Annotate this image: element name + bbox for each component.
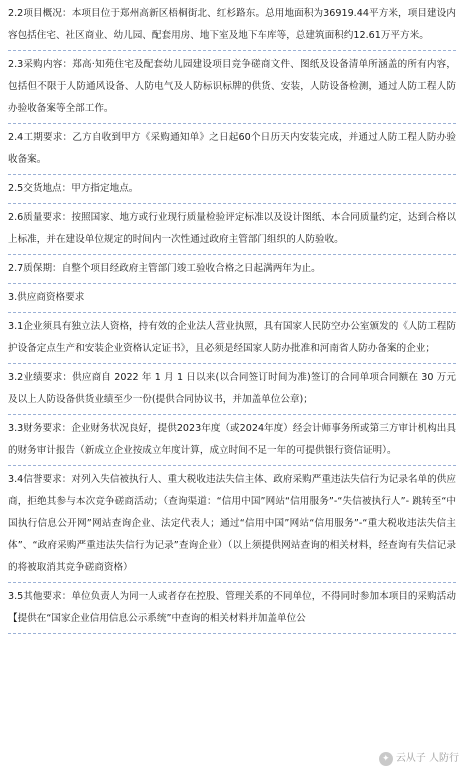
paragraph-warranty: 2.7质保期：自整个项目经政府主管部门竣工验收合格之日起满两年为止。 (8, 255, 456, 284)
paragraph-credibility: 3.4信誉要求：对列入失信被执行人、重大税收违法失信主体、政府采购严重违法失信行为记录名单的供应商，拒绝其参与本次竞争磋商活动；（查询渠道：“信用中国”网站“信用服务”-“失信被执行人”- 跳转至“中国执行信息公开网”网站查询企业、法定代表人；通过“信用中国”网站“信用服务”-“重大税收违法失信主体”、“政府采购严重违法失信行为记录”查询企业）（以上须提供网站查询的相关材料，经查询有失信记录的将被取消其竞争磋商资格） (8, 466, 456, 583)
document-body (8, 0, 456, 634)
paragraph-procurement-content: 2.3采购内容：郑高·知苑住宅及配套幼儿园建设项目竞争磋商文件、图纸及设备清单所涵盖的所有内容，包括但不限于人防通风设备、人防电气及人防标识标牌的供货、安装，人防设备检测，通过人防工程人防办验收备案等全部工作。 (8, 51, 456, 124)
paragraph-schedule: 2.4工期要求：乙方自收到甲方《采购通知单》之日起60个日历天内安装完成，并通过人防工程人防办验收备案。 (8, 124, 456, 175)
paragraph-finance: 3.3财务要求：企业财务状况良好，提供2023年度（或2024年度）经会计师事务所或第三方审计机构出具的财务审计报告（新成立企业按成立年度计算，成立时间不足一年的可提供银行资信证明）。 (8, 415, 456, 466)
section-heading-qualifications: 3.供应商资格要求 (8, 284, 456, 313)
watermark (379, 752, 459, 766)
watermark-text: 云从子 人防行 (395, 753, 459, 764)
paragraph-other: 3.5其他要求：单位负责人为同一人或者存在控股、管理关系的不同单位，不得同时参加本项目的采购活动【提供在“国家企业信用信息公示系统”中查询的相关材料并加盖单位公 (8, 583, 456, 634)
paragraph-project-overview: 2.2项目概况：本项目位于郑州高新区梧桐街北、红杉路东。总用地面积为36919.44平方米，项目建设内容包括住宅、社区商业、幼儿园、配套用房、地下室及地下车库等，总建筑面积约12.61万平方米。 (8, 0, 456, 51)
paragraph-delivery-location: 2.5交货地点：甲方指定地点。 (8, 175, 456, 204)
paragraph-quality: 2.6质量要求：按照国家、地方或行业现行质量检验评定标准以及设计图纸、本合同质量约定，达到合格以上标准，并在建设单位规定的时间内一次性通过政府主管部门组织的人防验收。 (8, 204, 456, 255)
paragraph-performance: 3.2业绩要求：供应商自 2022 年 1 月 1 日以来(以合同签订时间为准)签订的合同单项合同额在 30 万元及以上人防设备供货业绩至少一份(提供合同协议书，并加盖单位公章)； (8, 364, 456, 415)
watermark-logo-icon: ✦ (379, 752, 393, 766)
paragraph-legal-entity: 3.1企业须具有独立法人资格，持有效的企业法人营业执照，具有国家人民防空办公室颁发的《人防工程防护设备定点生产和安装企业资格认定证书》，且必须是经国家人防办批准和河南省人防办备案的企业； (8, 313, 456, 364)
